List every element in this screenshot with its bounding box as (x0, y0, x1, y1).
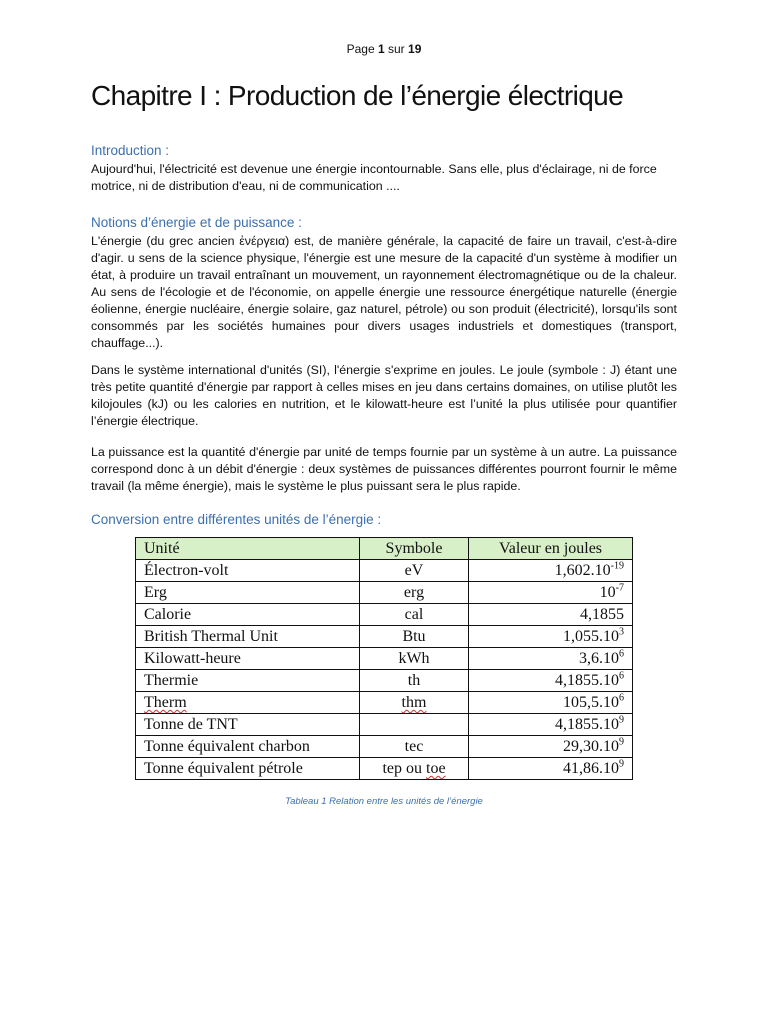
value-exponent: 3 (619, 626, 624, 638)
table-row (136, 582, 633, 604)
value-cell (469, 626, 633, 648)
symbol-cell (360, 604, 469, 626)
notions-paragraph-2: Dans le système international d'unités (SI), l'énergie s'exprime en joules. Le joule (symbole : J) étant une très petite quantité d'énergie par rapport à celles mises en jeu dans certains domaines, on utilise plutôt les kilojoules (kJ) ou les calories en nutrition, et le kilowatt-heure est l’unité la plus utilisée pour quantifier l’énergie électrique. (91, 363, 677, 428)
unit-cell (136, 604, 360, 626)
value-base: 41,86.10 (563, 760, 619, 777)
value-cell (469, 582, 633, 604)
table-row (136, 692, 633, 714)
unit-name: Kilowatt-heure (144, 650, 241, 667)
unit-cell (136, 714, 360, 736)
unit-symbol: th (407, 672, 421, 689)
chapter-title: Chapitre I : Production de l’énergie électrique (91, 80, 624, 111)
value-cell (469, 670, 633, 692)
unit-name: Thermie (144, 672, 199, 689)
unit-cell (136, 758, 360, 780)
value-cell (469, 714, 633, 736)
unit-cell (136, 736, 360, 758)
value-base: 105,5.10 (563, 694, 619, 711)
unit-cell (136, 648, 360, 670)
symbol-cell (360, 736, 469, 758)
unit-name: Tonne équivalent pétrole (144, 760, 303, 777)
unit-symbol: cal (404, 606, 424, 623)
value-exponent: -7 (615, 582, 624, 594)
value-base: 4,1855.10 (555, 716, 619, 733)
page-label: Page (346, 42, 378, 56)
table-row (136, 626, 633, 648)
value-exponent: 9 (619, 736, 624, 748)
value-base: 10 (599, 584, 616, 601)
unit-symbol: kWh (398, 650, 430, 667)
value-cell (469, 560, 633, 582)
unit-cell (136, 582, 360, 604)
table-row (136, 736, 633, 758)
table-row (136, 714, 633, 736)
value-exponent: 9 (619, 714, 624, 726)
current-page: 1 (377, 42, 385, 56)
value-exponent: 9 (619, 758, 624, 770)
conversion-heading: Conversion entre différentes unités de l’énergie : (91, 512, 382, 527)
notions-paragraph-3: La puissance est la quantité d'énergie par unité de temps fournie par un système à un autre. La puissance correspond donc à un débit d'énergie : deux systèmes de puissances différentes pourront fournir le même travail (la même énergie), mais le système le plus puissant sera le plus rapide. (91, 445, 677, 493)
value-cell (469, 692, 633, 714)
unit-symbol: tep ou toe (382, 760, 446, 777)
table-row (136, 604, 633, 626)
value-exponent: -19 (610, 560, 624, 572)
value-base: 1,602.10 (554, 562, 611, 579)
symbol-cell (360, 626, 469, 648)
table-row (136, 670, 633, 692)
header-symbol: Symbole (360, 538, 469, 560)
unit-symbol: eV (404, 562, 424, 579)
intro-heading: Introduction : (91, 143, 170, 158)
unit-name: British Thermal Unit (144, 628, 278, 645)
symbol-alt: toe (426, 760, 446, 777)
symbol-cell (360, 670, 469, 692)
unit-cell (136, 626, 360, 648)
unit-symbol: Btu (402, 628, 426, 645)
value-base: 3,6.10 (579, 650, 619, 667)
symbol-cell (360, 648, 469, 670)
symbol-cell (360, 560, 469, 582)
symbol-cell (360, 582, 469, 604)
unit-cell (136, 670, 360, 692)
unit-name: Therm (144, 694, 187, 711)
unit-symbol: tec (404, 738, 424, 755)
symbol-cell (360, 758, 469, 780)
unit-symbol: erg (403, 584, 425, 601)
header-value: Valeur en joules (469, 538, 633, 560)
total-pages: 19 (408, 42, 422, 56)
value-cell (469, 648, 633, 670)
value-base: 4,1855.10 (555, 672, 619, 689)
unit-name: Tonne équivalent charbon (144, 738, 310, 755)
table-row (136, 758, 633, 780)
value-exponent: 6 (619, 670, 624, 682)
table-caption: Tableau 1 Relation entre les unités de l’énergie (285, 796, 483, 807)
value-base: 29,30.10 (563, 738, 619, 755)
unit-cell (136, 692, 360, 714)
unit-name: Tonne de TNT (144, 716, 238, 733)
unit-symbol: thm (401, 694, 427, 711)
unit-name: Calorie (144, 606, 192, 623)
value-cell (469, 736, 633, 758)
symbol-cell (360, 692, 469, 714)
notions-paragraph-1: L'énergie (du grec ancien ἐνέργεια) est, de manière générale, la capacité de faire un travail, c'est-à-dire d'agir. u sens de la science physique, l'énergie est une mesure de la capacité d'un système à modifier un état, à produire un travail entraînant un mouvement, un rayonnement électromagnétique ou de la chaleur. Au sens de l'écologie et de l'économie, on appelle énergie une ressource énergétique naturelle (énergie éolienne, énergie nucléaire, énergie solaire, gaz naturel, pétrole) ou son produit (électricité), lorsqu'ils sont consommés par les sociétés humaines pour divers usages industriels et domestiques (transport, chauffage...). (91, 234, 677, 350)
energy-units-table (135, 537, 633, 780)
symbol-cell (360, 714, 469, 736)
value-cell (469, 758, 633, 780)
unit-name: Électron-volt (144, 562, 229, 579)
header-unit: Unité (136, 538, 360, 560)
page-header (0, 42, 768, 56)
table-row (136, 648, 633, 670)
value-base: 1,055.10 (563, 628, 619, 645)
value-exponent: 6 (619, 692, 624, 704)
table-header-row (136, 538, 633, 560)
table-row (136, 560, 633, 582)
page-separator: sur (384, 42, 409, 56)
value-base: 4,1855 (580, 606, 624, 623)
value-cell (469, 604, 633, 626)
intro-paragraph: Aujourd'hui, l'électricité est devenue une énergie incontournable. Sans elle, plus d'éclairage, ni de force motrice, ni de distribution d'eau, ni de communication .... (91, 162, 657, 193)
notions-heading: Notions d’énergie et de puissance : (91, 215, 302, 230)
unit-name: Erg (144, 584, 167, 601)
value-exponent: 6 (619, 648, 624, 660)
unit-cell (136, 560, 360, 582)
